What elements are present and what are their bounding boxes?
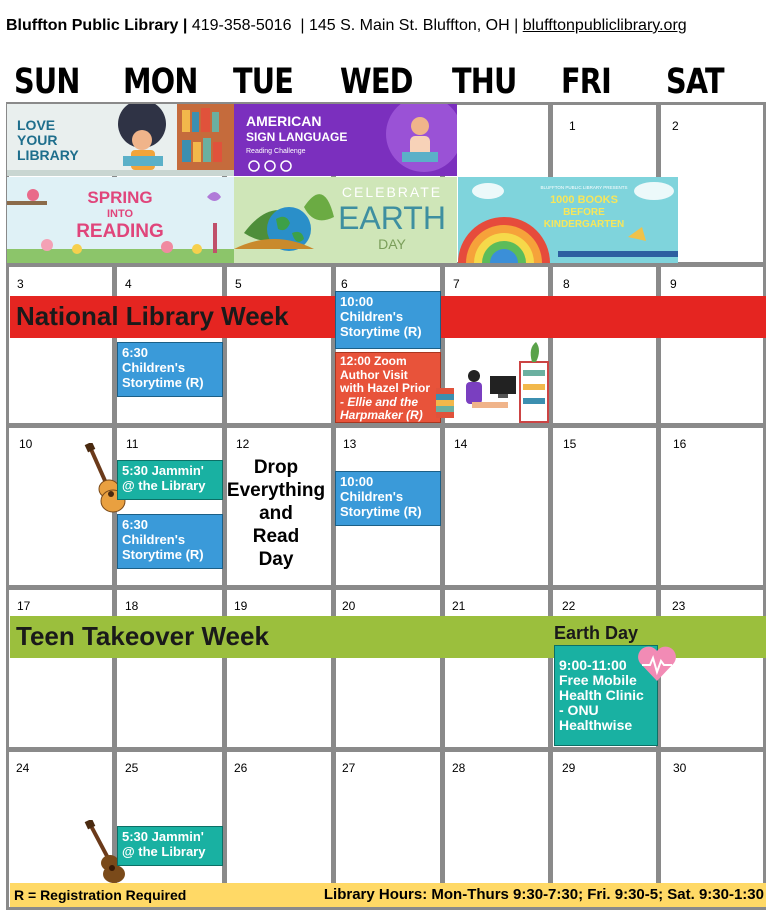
date-number: 2 xyxy=(672,119,679,133)
library-name: Bluffton Public Library | xyxy=(6,17,188,34)
date-number: 1 xyxy=(569,119,576,133)
date-number: 6 xyxy=(341,277,348,291)
address: 145 S. Main St. Bluffton, OH | xyxy=(308,17,519,34)
day-cell-15[interactable] xyxy=(553,428,656,585)
calendar-header: Bluffton Public Library | 419-358-5016 | 145 S. Main St. Bluffton, OH | blufftonpubliclibrary.org xyxy=(6,17,687,34)
calendar-footer xyxy=(10,883,766,907)
date-number: 13 xyxy=(343,437,357,451)
heart-icon xyxy=(636,645,678,683)
date-number: 16 xyxy=(673,437,687,451)
date-number: 14 xyxy=(454,437,468,451)
day-cell-21[interactable] xyxy=(445,590,548,747)
date-number: 21 xyxy=(452,599,466,613)
earth-day-label: Earth Day xyxy=(554,623,639,643)
books-line2: BEFORE xyxy=(563,207,605,218)
day-header-fri: FRI xyxy=(561,62,611,102)
spring-text: SPRING xyxy=(87,188,153,207)
reading-text: READING xyxy=(76,221,164,242)
day-cell-14[interactable] xyxy=(445,428,548,585)
day-header-sat: SAT xyxy=(666,62,724,102)
date-number: 9 xyxy=(670,277,677,291)
day-header-sun: SUN xyxy=(14,62,80,102)
day-header-wed: WED xyxy=(340,62,413,102)
into-text: INTO xyxy=(106,208,134,220)
registration-note: R = Registration Required xyxy=(14,887,187,903)
website-link[interactable]: blufftonpubliclibrary.org xyxy=(522,17,687,34)
event-jammin-at-the-library[interactable]: 5:30 Jammin' @ the Library xyxy=(117,826,223,866)
day-cell-5[interactable] xyxy=(227,267,331,423)
event-childrens-storytime[interactable]: 6:30 Children's Storytime (R) xyxy=(117,342,223,397)
asl-title-line1: AMERICAN xyxy=(246,113,322,129)
celebrate-text: CELEBRATE xyxy=(341,184,443,200)
asl-subtitle: Reading Challenge xyxy=(246,148,306,155)
asl-title-line2: SIGN LANGUAGE xyxy=(246,130,348,144)
celebrate-earth-day-graphic[interactable] xyxy=(234,177,457,263)
spring-into-reading-graphic[interactable] xyxy=(7,177,234,263)
date-number: 26 xyxy=(234,761,248,775)
date-number: 22 xyxy=(562,599,576,613)
date-number: 25 xyxy=(125,761,139,775)
love-text: LOVE xyxy=(17,117,56,133)
national-library-week-label: National Library Week xyxy=(16,301,289,331)
books-line1: 1000 BOOKS xyxy=(550,194,618,206)
day-header-thu: THU xyxy=(452,62,517,102)
date-number: 27 xyxy=(342,761,356,775)
date-number: 5 xyxy=(235,277,242,291)
day-cell-18[interactable] xyxy=(117,590,222,747)
event-childrens-storytime[interactable]: 6:30 Children's Storytime (R) xyxy=(117,514,223,569)
event-jammin-at-the-library[interactable]: 5:30 Jammin' @ the Library xyxy=(117,460,223,500)
drop-everything-and-read-day: Drop Everything and Read Day xyxy=(226,457,326,570)
event-childrens-storytime[interactable]: 10:00 Children's Storytime (R) xyxy=(335,291,441,349)
date-number: 8 xyxy=(563,277,570,291)
date-number: 20 xyxy=(342,599,356,613)
date-number: 10 xyxy=(19,437,33,451)
day-cell-17[interactable] xyxy=(9,590,112,747)
day-cell-8[interactable] xyxy=(553,267,656,423)
date-number: 24 xyxy=(16,761,30,775)
date-number: 29 xyxy=(562,761,576,775)
asl-reading-challenge-graphic[interactable] xyxy=(234,104,457,176)
date-number: 30 xyxy=(673,761,687,775)
date-number: 12 xyxy=(236,437,250,451)
date-number: 28 xyxy=(452,761,466,775)
phone-number: 419-358-5016 xyxy=(191,17,292,34)
event-zoom-author-visit[interactable]: 12:00 Zoom Author Visit with Hazel Prior - Ellie and the Harpmaker (R) xyxy=(335,352,441,423)
date-number: 11 xyxy=(126,437,139,451)
books-line3: KINDERGARTEN xyxy=(543,219,625,230)
date-number: 19 xyxy=(234,599,248,613)
date-number: 3 xyxy=(17,277,24,291)
day-text: DAY xyxy=(378,236,406,252)
event-childrens-storytime[interactable]: 10:00 Children's Storytime (R) xyxy=(335,471,441,526)
day-cell-20[interactable] xyxy=(336,590,440,747)
date-number: 7 xyxy=(453,277,460,291)
date-number: 17 xyxy=(17,599,31,613)
1000-books-before-kindergarten-graphic[interactable] xyxy=(458,177,678,263)
date-number: 4 xyxy=(125,277,132,291)
your-text: YOUR xyxy=(17,132,58,148)
library-text: LIBRARY xyxy=(17,147,79,163)
date-number: 15 xyxy=(563,437,577,451)
person-at-computer-illustration xyxy=(432,338,550,424)
day-cell-19[interactable] xyxy=(227,590,331,747)
day-cell-16[interactable] xyxy=(661,428,763,585)
day-cell-3[interactable] xyxy=(9,267,112,423)
teen-takeover-week-label: Teen Takeover Week xyxy=(16,621,269,651)
date-number: 23 xyxy=(672,599,686,613)
earth-text: EARTH xyxy=(338,200,446,236)
date-number: 18 xyxy=(125,599,139,613)
day-header-mon: MON xyxy=(123,62,198,102)
books-presenter: BLUFFTON PUBLIC LIBRARY PRESENTS xyxy=(540,185,628,190)
love-your-library-graphic[interactable] xyxy=(7,104,234,176)
event-free-mobile-health-clinic[interactable]: 9:00-11:00 Free Mobile Health Clinic - ONU Healthwise xyxy=(554,645,658,746)
library-hours: Library Hours: Mon-Thurs 9:30-7:30; Fri. 9:30-5; Sat. 9:30-1:30 xyxy=(323,886,764,903)
day-cell-9[interactable] xyxy=(661,267,763,423)
day-header-tue: TUE xyxy=(233,62,294,102)
